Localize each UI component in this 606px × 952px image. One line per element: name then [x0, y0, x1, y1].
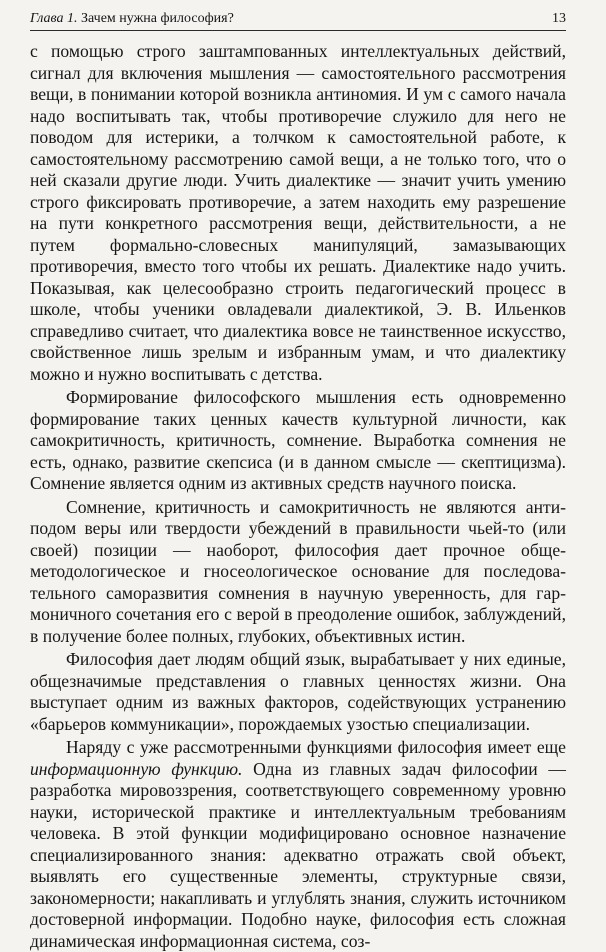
- paragraph-4: Философия дает людям общий язык, вырабатывает у них единые, общезначимые представления о главных ценностях жизни. Она выступает одним из важных факторов, содействующих устранению «барьеров коммуникации», порождаемых узостью специализации.: [30, 649, 566, 734]
- chapter-heading: [30, 11, 234, 27]
- paragraph-5-lead: Наряду с уже рассмотренными функциями философия имеет еще: [66, 737, 566, 757]
- paragraph-1: с помощью строго заштампованных интеллектуальных действий, сигнал для включения мышления — самостоятельного рассмотрения вещи, в понимании которой возникла антиномия. И ум с самого начала надо воспитывать так, чтобы противоречие служило для него не поводом для истерики, а толчком к самостоятельной работе, к самостоятельному рассмотрению самой вещи, а не только того, что о ней сказали другие люди. Учить диалектике — значит учить умению строго фиксировать противоречие, а затем находить ему разрешение на пути конкретного рассмотрения вещи, действительности, а не путем формально-словесных манипуляций, замазывающих противоречия, вместо того чтобы их решать. Диалектике надо учить. Показывая, как целесообразно строить педагогический процесс в школе, чтобы ученики овладевали диалектикой, Э. В. Ильенков справедливо считает, что диалектика вовсе не таинственное искусство, свойственное лишь зрелым и избранным умам, и что диалектику можно и нужно воспитывать с детства.: [30, 41, 566, 384]
- chapter-title: Зачем нужна философия?: [80, 11, 234, 26]
- chapter-label: Глава 1.: [30, 11, 78, 26]
- paragraph-5: [30, 737, 566, 952]
- page-number: 13: [552, 11, 566, 26]
- page-body: [30, 41, 566, 952]
- paragraph-5-rest: Одна из главных задач философии — разработка мировоззрения, соответствующего современному уровню науки, исторической практике и интеллектуальным требованиям человека. В этой функции модифицировано основное назначение специализированного знания: адекватно отражать свой объект, выявлять его существенные элементы, структурные связи, закономерности; накапливать и углублять знания, служить источником достоверной информации. Подобно науке, философия есть сложная динамическая информационная система, соз-: [30, 758, 566, 951]
- paragraph-3: Сомнение, критичность и самокритичность не являются антиподом веры или твердости убеждений в правильности чьей-то (или своей) позиции — наоборот, философия дает прочное общеметодологическое и гносеологическое основание для последовательного саморазвития сомнения в научную уверенность, для гармоничного сочетания его с верой в преодоление ошибок, заблуждений, в получение более полных, глубоких, объективных истин.: [30, 496, 566, 646]
- paragraph-2: Формирование философского мышления есть одновременно формирование таких ценных качеств культурной личности, как самокритичность, критичность, сомнение. Выработка сомнения не есть, однако, развитие скепсиса (и в данном смысле — скептицизма). Сомнение является одним из активных средств научного поиска.: [30, 387, 566, 493]
- emphasized-term: информационную функцию.: [30, 758, 243, 779]
- running-header: [30, 4, 566, 31]
